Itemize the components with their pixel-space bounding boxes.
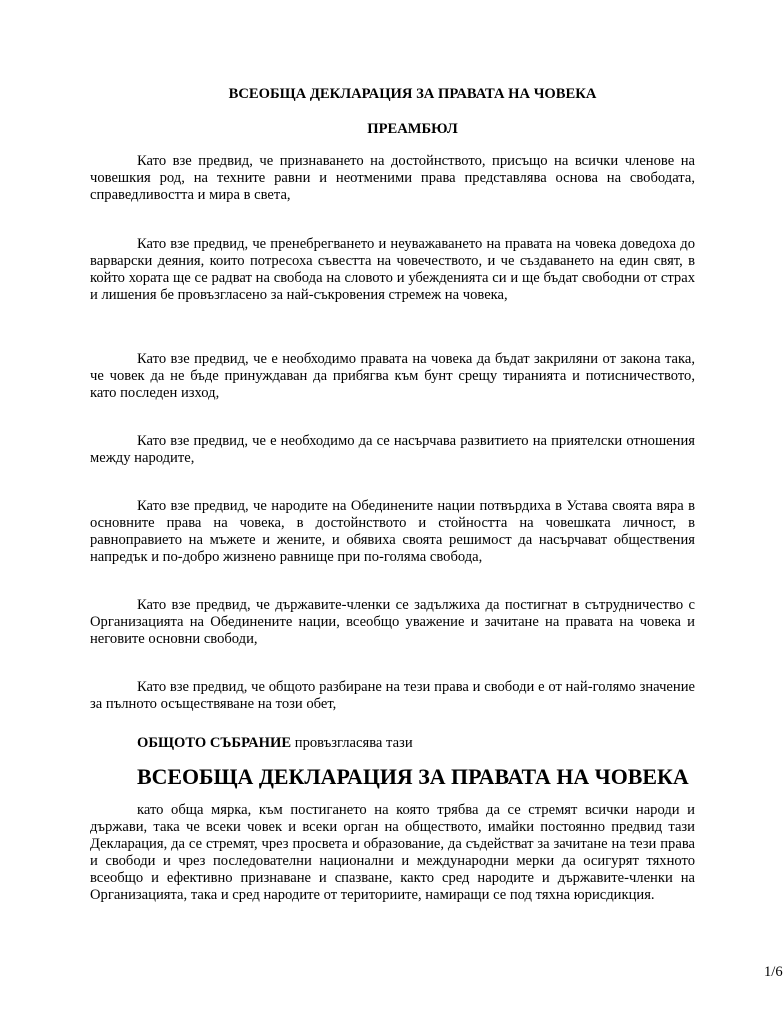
preamble-paragraph-5: Като взе предвид, че народите на Обединените нации потвърдиха в Устава своята вяра в основните права на човека, в достойнството и стойността на човешката личност, в равноправието на мъжете и жените, и обявиха своята решимост да насърчават обществения напредък и по-добро жизнено равнище при по-голяма свобода, bbox=[90, 498, 695, 565]
preamble-paragraph-1: Като взе предвид, че признаването на достойнството, присъщо на всички членове на човешкия род, на техните равни и неотменими права представлява основа на свободата, справедливостта и мира в света, bbox=[90, 153, 695, 203]
preamble-paragraph-6: Като взе предвид, че държавите-членки се задължиха да постигнат в сътрудничество с Организацията на Обединените нации, всеобщо уважение и зачитане на правата на човека и неговите основни свободи, bbox=[90, 597, 695, 647]
closing-paragraph: като обща мярка, към постигането на която трябва да се стремят всички народи и държави, така че всеки човек и всеки орган на обществото, имайки постоянно предвид тази Декларация, да се стремят, чрез просвета и образование, да съдействат за зачитане на тези права и свободи и чрез последователни национални и международни мерки да осигурят тяхното всеобщо и ефективно признаване и спазване, както сред народите и държавите-членки на Организацията, така и сред народите от териториите, намиращи се под тяхна юрисдикция. bbox=[90, 802, 695, 903]
declaration-title: ВСЕОБЩА ДЕКЛАРАЦИЯ ЗА ПРАВАТА НА ЧОВЕКА bbox=[137, 764, 689, 789]
preamble-paragraph-2: Като взе предвид, че пренебрегването и неуважаването на правата на човека доведоха до варварски деяния, които потресоха съвестта на човечеството, и че създаването на един свят, в който хората ще се радват на свобода на словото и убежденията си и ще бъдат свободни от страх и лишения бе провъзгласено за най-съкровения стремеж на човека, bbox=[90, 236, 695, 303]
preamble-paragraph-3: Като взе предвид, че е необходимо правата на човека да бъдат закриляни от закона така, че човек да не бъде принуждаван да прибягва към бунт срещу тиранията и потисничеството, като последен изход, bbox=[90, 351, 695, 401]
page-number: 1/6 bbox=[764, 964, 783, 980]
document-title: ВСЕОБЩА ДЕКЛАРАЦИЯ ЗА ПРАВАТА НА ЧОВЕКА bbox=[228, 86, 597, 102]
assembly-proclamation bbox=[137, 735, 413, 752]
preamble-heading: ПРЕАМБЮЛ bbox=[367, 121, 458, 137]
assembly-bold-text: ОБЩОТО СЪБРАНИЕ bbox=[137, 735, 292, 751]
assembly-rest-text: провъзгласява тази bbox=[291, 735, 413, 751]
document-page bbox=[90, 0, 783, 1024]
preamble-paragraph-7: Като взе предвид, че общото разбиране на тези права и свободи е от най-голямо значение за пълното осъществяване на този обет, bbox=[90, 679, 695, 712]
preamble-paragraph-4: Като взе предвид, че е необходимо да се насърчава развитието на приятелски отношения между народите, bbox=[90, 433, 695, 466]
